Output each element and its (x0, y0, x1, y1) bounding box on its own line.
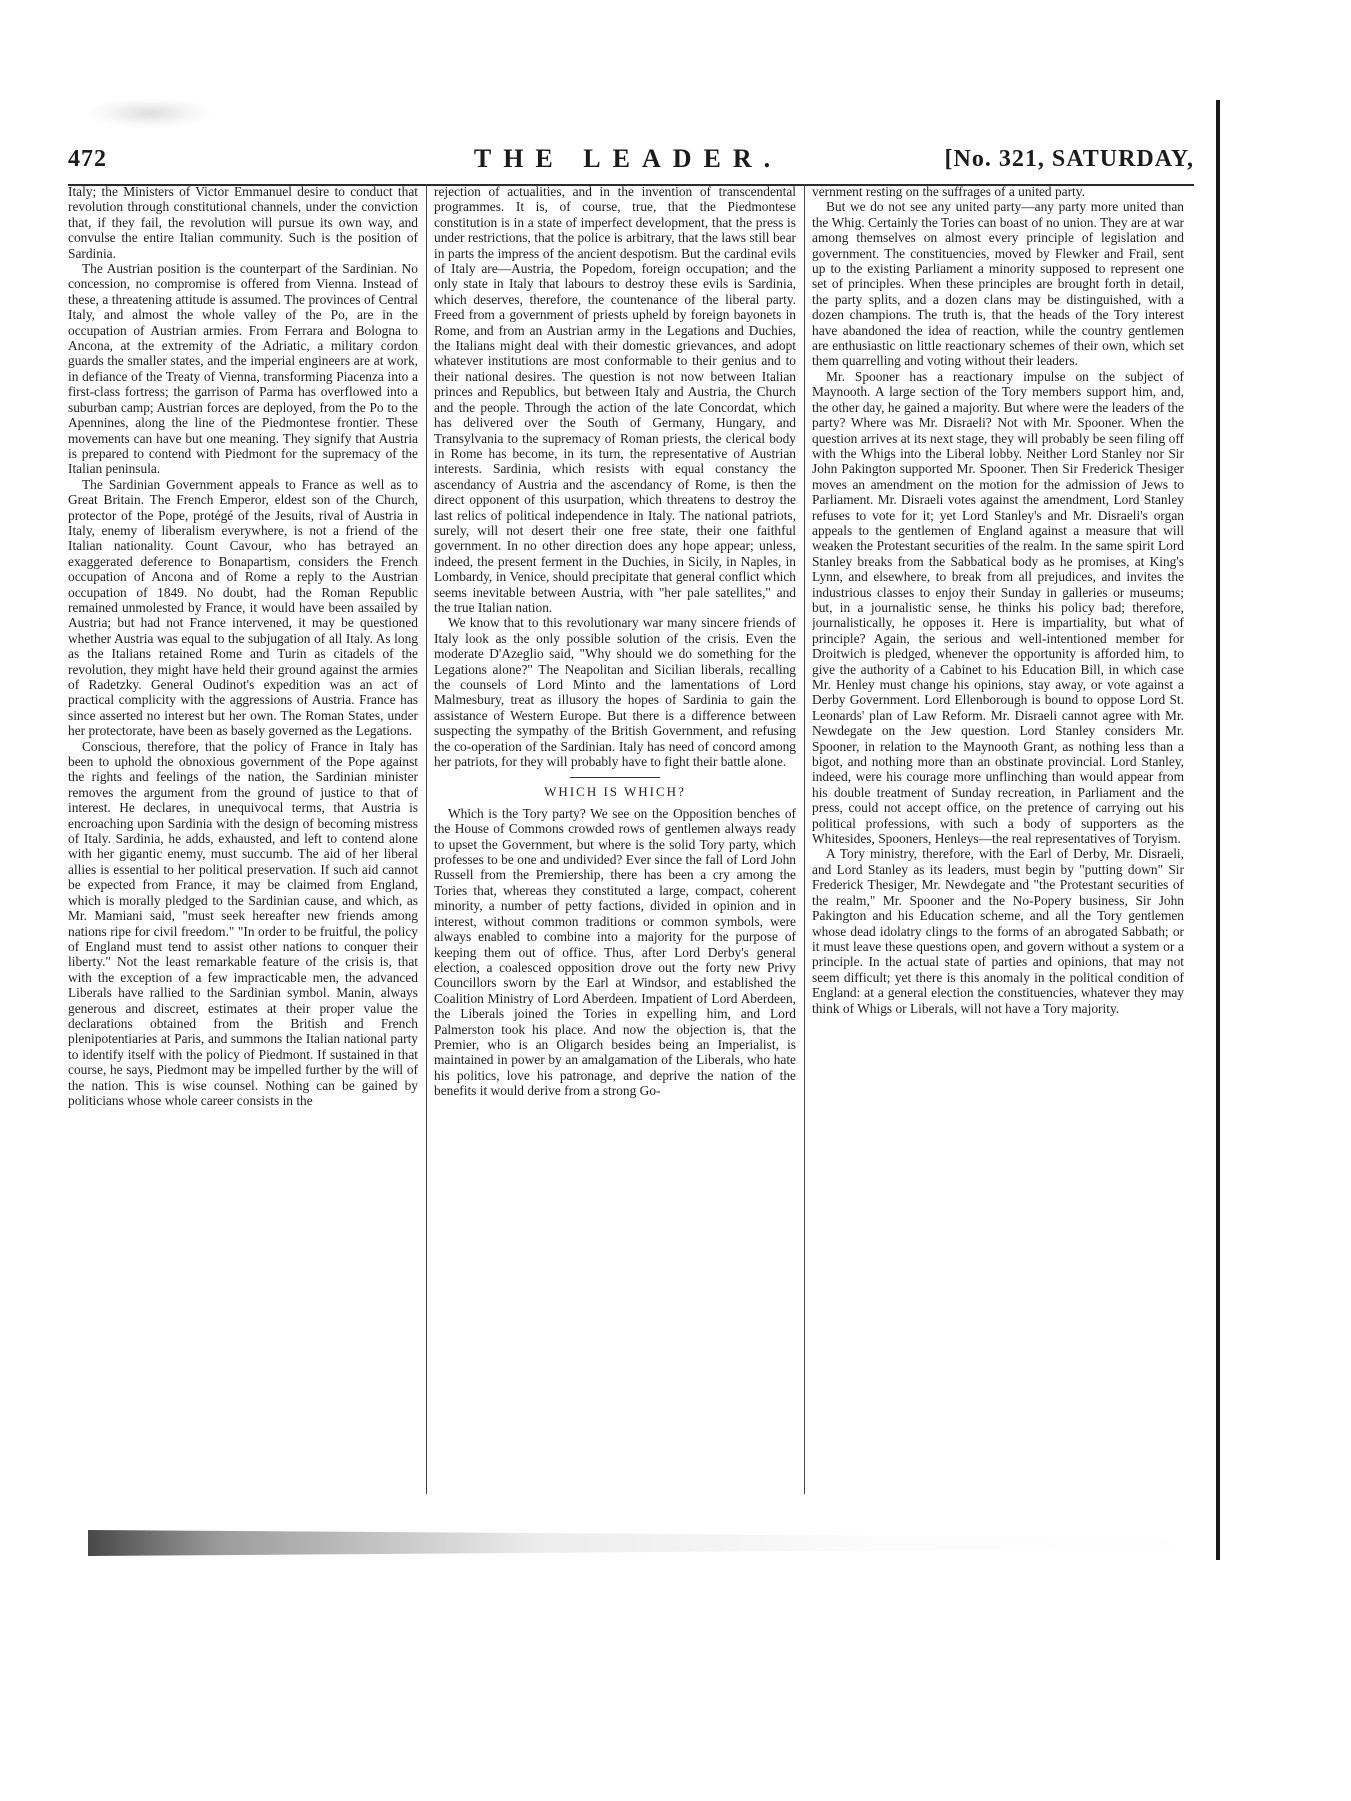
newspaper-title: THE LEADER. (473, 144, 783, 173)
issue-info: [No. 321, SATURDAY, (944, 146, 1194, 172)
column-2 (434, 184, 796, 1494)
page-edge-shadow (1216, 100, 1220, 1560)
paragraph: We know that to this revolutionary war many sincere friends of Italy look as the only possible solution of the crisis. Even the moderate D'Azeglio said, "Why should we do something for the Legations alone?" The Neapolitan and Sicilian liberals, recalling the counsels of Lord Minto and the lamentations of Lord Malmesbury, treat as illusory the hopes of Sardinia to gain the assistance of Western Europe. But there is a difference between suspecting the sympathy of the British Government, and refusing the co-operation of the Sardinian. Italy has need of concord among her patriots, for they will probably have to fight their battle alone. (434, 615, 796, 770)
paragraph: vernment resting on the suffrages of a united party. (812, 184, 1085, 199)
paragraph: rejection of actualities, and in the invention of transcendental programmes. It is, of course, true, that the Piedmontese constitution is in a state of imperfect development, that the press is under restrictions, that the police is arbitrary, that the laws still bear in parts the impress of the ancient despotism. But the cardinal evils of Italy are—Austria, the Popedom, foreign occupation; and the only state in Italy that labours to destroy these evils is Sardinia, which deserves, therefore, the countenance of the liberal party. Freed from a government of priests upheld by foreign bayonets in Rome, and from an Austrian army in the Legations and Duchies, the Italians might deal with their domestic grievances, and adopt whatever institutions are most conformable to their genius and to their national desires. The question is not now between Italian princes and Republics, but between Italy and Austria, the Church and the people. Through the action of the late Concordat, which has delivered over the South of Germany, Hungary, and Transylvania to the supremacy of Roman priests, the clerical body in Rome has become, in its turn, the representative of Austrian interests. Sardinia, which resists with equal constancy the ascendancy of Austria and the ascendancy of Rome, is then the direct opponent of this usurpation, which threatens to destroy the last relics of political independence in Italy. The national patriots, surely, will not desert their one free state, their one faithful government. In no other direction does any hope appear; unless, indeed, the present ferment in the Duchies, in Sicily, in Naples, in Lombardy, in Venice, should precipitate that general conflict which seems inevitable between Austria, with "her pale satellites," and the true Italian nation. (434, 184, 796, 615)
paragraph: Italy; the Ministers of Victor Emmanuel desire to conduct that revolution through constitutional channels, under the conviction that, if they fail, the revolution will pursue its own way, and convulse the entire Italian community. Such is the position of Sardinia. (68, 184, 418, 261)
article-columns (68, 184, 1194, 1494)
newspaper-page (68, 140, 1208, 1560)
scan-smudge (90, 98, 210, 128)
page-number: 472 (68, 146, 107, 172)
paragraph: The Austrian position is the counterpart of the Sardinian. No concession, no compromise is offered from Vienna. Instead of these, a threatening attitude is assumed. The provinces of Central Italy, and almost the whole valley of the Po, are in the occupation of Austrian armies. From Ferrara and Bologna to Ancona, at the extremity of the Adriatic, a military cordon guards the smaller states, and the imperial engineers are at work, in defiance of the Treaty of Vienna, transforming Piacenza into a first-class fortress; the garrison of Parma has overflowed into a suburban camp; Austrian forces are deployed, from the Po to the Apennines, along the line of the Piedmontese frontier. These movements can have but one meaning. They signify that Austria is prepared to contend with Piedmont for the supremacy of the Italian peninsula. (68, 261, 418, 477)
paragraph: Mr. Spooner has a reactionary impulse on the subject of Maynooth. A large section of the Tory members support him, and, the other day, he gained a majority. But where were the leaders of the party? Where was Mr. Disraeli? Not with Mr. Spooner. When the question arrives at its next stage, they will probably be seen filing off with the Whigs into the Liberal lobby. Neither Lord Stanley nor Sir John Pakington supported Mr. Spooner. Then Sir Frederick Thesiger moves an amendment on the motion for the admission of Jews to Parliament. Mr. Disraeli votes against the amendment, Lord Stanley refuses to vote for it; yet Lord Stanley's and Mr. Disraeli's organ appeals to the gentlemen of England against a measure that will weaken the Protestant securities of the realm. In the same spirit Lord Stanley breaks from the Sabbatical body as he promises, at King's Lynn, and elsewhere, to break from all prejudices, and invites the industrious classes to enjoy their Sunday in galleries or museums; but, in a journalistic sense, he thinks his policy bad; therefore, journalistically, he opposes it. Here is impartiality, but what of principle? Again, the serious and well-intentioned member for Droitwich is pledged, whenever the opportunity is afforded him, to give the authority of a Cabinet to his Education Bill, in which case Mr. Henley must change his opinions, stay away, or vote against a Derby Government. Lord Ellenborough is bound to oppose Lord St. Leonards' plan of Law Reform. Mr. Disraeli cannot agree with Mr. Newdegate on the Jew question. Lord Stanley considers Mr. Spooner, in relation to the Maynooth Grant, as nothing less than a bigot, and nothing more than an obstinate provincial. Lord Stanley, indeed, were his courage more unflinching than would appear from his double treatment of Sunday recreation, in Parliament and the press, could not accept office, on the pretence of carrying out his political professions, with such a body of supporters as the Whitesides, Spooners, Henleys—the real representatives of Toryism. (812, 368, 1184, 847)
column-1 (68, 184, 418, 1494)
paragraph: Which is the Tory party? We see on the Opposition benches of the House of Commons crowded rows of gentlemen always ready to upset the Government, but where is the solid Tory party, which professes to be one and undivided? Ever since the fall of Lord John Russell from the Premiership, there has been a cry among the Tories that, whereas they constituted a large, compact, coherent minority, a number of petty factions, divided in opinion and in interest, without common traditions or common symbols, were always enabled to combine into a majority for the purpose of keeping them out of office. Thus, after Lord Derby's general election, a coalesced opposition drove out the forty new Privy Councillors sworn by the Earl at Windsor, and established the Coalition Ministry of Lord Aberdeen. Impatient of Lord Aberdeen, the Liberals joined the Tories in expelling him, and Lord Palmerston took his place. And now the objection is, that the Premier, who is an Oligarch besides being an Imperialist, is maintained in power by an amalgamation of the Liberals, who hate his politics, love his patronage, and deprive the nation of the benefits it would derive from a strong Go- (434, 805, 796, 1099)
paragraph: The Sardinian Government appeals to France as well as to Great Britain. The French Emperor, eldest son of the Church, protector of the Pope, protégé of the Jesuits, rival of Austria in Italy, enemy of liberalism everywhere, is not a friend of the Italian nationality. Count Cavour, who has betrayed an exaggerated deference to Bonapartism, considers the French occupation of Ancona and of Rome a reply to the Austrian occupation of 1849. No doubt, had the Roman Republic remained unmolested by France, it would have been assailed by Austria; but had not France intervened, it may be questioned whether Austria was equal to the subjugation of all Italy. As long as the Italians retained Rome and Turin as citadels of the revolution, they might have held their ground against the armies of Radetzky. General Oudinot's expedition was an act of practical complicity with the aggressions of Austria. France has since asserted no interest but her own. The Roman States, under her protectorate, have been as basely governed as the Legations. (68, 476, 418, 739)
paragraph: Conscious, therefore, that the policy of France in Italy has been to uphold the obnoxious government of the Pope against the rights and feelings of the nation, the Sardinian minister removes the argument from the ground of justice to that of interest. He declares, in unequivocal terms, that Austria is encroaching upon Sardinia with the design of becoming mistress of Italy. Sardinia, he adds, exhausted, and left to contend alone with her gigantic enemy, must succumb. The aid of her liberal allies is essential to her political preservation. If such aid cannot be expected from France, it may be claimed from England, which is morally pledged to the Sardinian cause, and which, as Mr. Mamiani said, "must seek hereafter new friends among nations ripe for civil freedom." "In order to be fruitful, the policy of England must tend to assist other nations to conquer their liberty." Not the least remarkable feature of the crisis is, that with the exception of a few impracticable men, the advanced Liberals have rallied to the Sardinian symbol. Manin, always generous and discreet, estimates at their proper value the declarations obtained from the British and French plenipotentiaries at Paris, and summons the Italian national party to identify itself with the policy of Piedmont. If sustained in that course, he says, Piedmont may be impelled further by the will of the nation. This is wise counsel. Nothing can be gained by politicians whose whole career consists in the (68, 738, 418, 1108)
paragraph: But we do not see any united party—any party more united than the Whig. Certainly the Tories can boast of no union. They are at war among themselves on almost every principle of legislation and government. The constituencies, moved by Flewker and Frail, sent up to the existing Parliament a minority supposed to represent one set of principles. When these principles are brought forth in detail, the party splits, and a dozen clans may be distinguished, with a dozen champions. The truth is, that the heads of the Tory interest have abandoned the idea of reaction, while the country gentlemen are enthusiastic on little reactionary schemes of their own, which set them quarrelling and voting without their leaders. (812, 199, 1184, 369)
column-divider (804, 184, 805, 1494)
column-divider (426, 184, 427, 1494)
masthead (68, 146, 1208, 184)
paragraph: A Tory ministry, therefore, with the Earl of Derby, Mr. Disraeli, and Lord Stanley as its leaders, must begin by "putting down" Sir Frederick Thesiger, Mr. Newdegate and "the Protestant securities of the realm," Mr. Spooner and the No-Popery business, Sir John Pakington and his Education scheme, and all the Tory gentlemen whose dead idolatry clings to the forms of an abrogated Sabbath; or it must leave these questions open, and govern without a system or a principle. In the actual state of parties and opinions, that may not seem difficult; yet there is this anomaly in the political condition of England: at a general election the constituencies, whatever they may think of Whigs or Liberals, will not have a Tory majority. (812, 846, 1184, 1016)
column-3 (812, 184, 1184, 1494)
section-heading: WHICH IS WHICH? (544, 784, 686, 800)
section-rule (570, 777, 660, 778)
